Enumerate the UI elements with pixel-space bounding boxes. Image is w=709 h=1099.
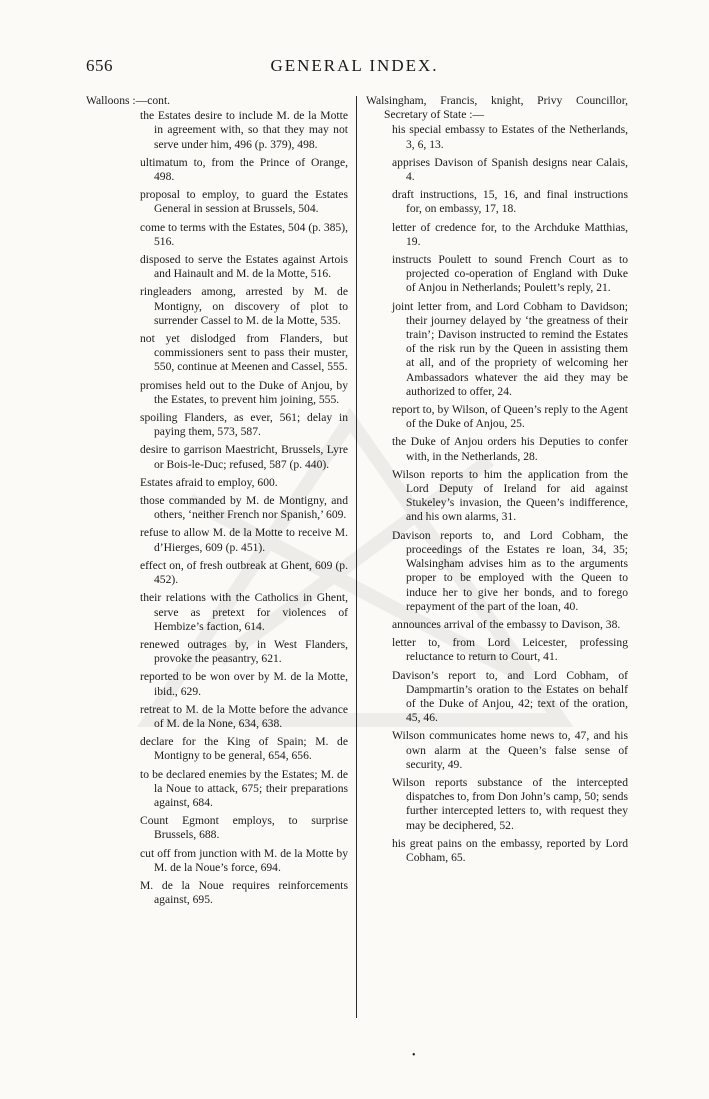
index-subentry: to be declared enemies by the Estates; M. de la Noue to attack, 675; their preparations against, 684. bbox=[140, 767, 348, 809]
index-subentry: his great pains on the embassy, reported by Lord Cobham, 65. bbox=[392, 836, 628, 864]
index-subentry: spoiling Flanders, as ever, 561; delay in paying them, 573, 587. bbox=[140, 411, 348, 439]
index-subentry: his special embassy to Estates of the Netherlands, 3, 6, 13. bbox=[392, 123, 628, 151]
index-subentry: declare for the King of Spain; M. de Montigny to be general, 654, 656. bbox=[140, 735, 348, 763]
index-subentry: come to terms with the Estates, 504 (p. 385), 516. bbox=[140, 220, 348, 248]
index-subentry: joint letter from, and Lord Cobham to Davidson; their journey delayed by ‘the greatness of their train’; Davison instructed to remind the Estates of the risk run by the Queen in assisting them at all, and of the propriety of welcoming her Ambassadors whatever the aid they may be authorized to offer, 24. bbox=[392, 299, 628, 398]
index-heading-walloons: Walloons :—cont. bbox=[86, 94, 171, 107]
index-subentry: those commanded by M. de Montigny, and others, ‘neither French nor Spanish,’ 609. bbox=[140, 494, 348, 522]
index-subentry: their relations with the Catholics in Ghent, serve as pretext for violences of Hembize’s faction, 614. bbox=[140, 591, 348, 633]
index-subentry: Wilson communicates home news to, 47, and his own alarm at the Queen’s false sense of security, 49. bbox=[392, 729, 628, 771]
index-subentry: proposal to employ, to guard the Estates General in session at Brussels, 504. bbox=[140, 188, 348, 216]
index-subentry: renewed outrages by, in West Flanders, provoke the peasantry, 621. bbox=[140, 637, 348, 666]
index-subentry: Count Egmont employs, to surprise Brussels, 688. bbox=[140, 814, 348, 842]
index-subentry: ultimatum to, from the Prince of Orange, 498. bbox=[140, 155, 348, 184]
left-column bbox=[86, 94, 348, 911]
index-subentry: refuse to allow M. de la Motte to receive M. d’Hierges, 609 (p. 451). bbox=[140, 526, 348, 554]
index-subentry: the Estates desire to include M. de la Motte in agreement with, so that they may not serve under him, 496 (p. 379), 498. bbox=[140, 109, 348, 151]
index-subentry: instructs Poulett to sound French Court as to projected co-operation of England with Duke of Anjou in Netherlands; Poulett’s reply, 21. bbox=[392, 253, 628, 295]
index-subentry: desire to garrison Maestricht, Brussels, Lyre or Bois-le-Duc; refused, 587 (p. 440). bbox=[140, 443, 348, 471]
index-subentry: Davison reports to, and Lord Cobham, the proceedings of the Estates re loan, 34, 35; Walsingham advises him as to the arguments proper to be employed with the Queen to induce her to give her bonds, and to forego repayment of the part of the loan, 40. bbox=[392, 528, 628, 613]
right-column bbox=[366, 94, 628, 869]
index-subentry: effect on, of fresh outbreak at Ghent, 609 (p. 452). bbox=[140, 558, 348, 587]
index-subentry: announces arrival of the embassy to Davison, 38. bbox=[392, 617, 621, 631]
index-subentry: retreat to M. de la Motte before the advance of M. de la None, 634, 638. bbox=[140, 702, 348, 730]
index-subentry: ringleaders among, arrested by M. de Montigny, on discovery of plot to surrender Cassel to M. de la Motte, 535. bbox=[140, 285, 348, 327]
index-subentry: report to, by Wilson, of Queen’s reply to the Agent of the Duke of Anjou, 25. bbox=[392, 403, 628, 431]
index-subentry: Estates afraid to employ, 600. bbox=[140, 475, 278, 489]
index-subentry: promises held out to the Duke of Anjou, by the Estates, to prevent him joining, 555. bbox=[140, 378, 348, 406]
index-subentry: the Duke of Anjou orders his Deputies to confer with, in the Netherlands, 28. bbox=[392, 435, 628, 463]
index-subentry: Davison’s report to, and Lord Cobham, of Dampmartin’s oration to the Estates on behalf of the Duke of Anjou, 42; text of the oration, 45, 46. bbox=[392, 668, 628, 725]
index-subentry: draft instructions, 15, 16, and final instructions for, on embassy, 17, 18. bbox=[392, 188, 628, 216]
index-subentry: cut off from junction with M. de la Motte by M. de la Noue’s force, 694. bbox=[140, 846, 348, 874]
footer-mark: • bbox=[412, 1050, 416, 1061]
index-subentry: reported to be won over by M. de la Motte, ibid., 629. bbox=[140, 670, 348, 698]
column-divider bbox=[356, 96, 357, 1018]
index-heading-walsingham: Walsingham, Francis, knight, Privy Councillor, Secretary of State :— bbox=[366, 94, 628, 122]
index-subentry: M. de la Noue requires reinforcements against, 695. bbox=[140, 878, 348, 907]
index-subentry: Wilson reports to him the application from the Lord Deputy of Ireland for aid against Stukeley’s invasion, the Queen’s indifference, and his own alarms, 31. bbox=[392, 467, 628, 524]
index-subentry: Wilson reports substance of the intercepted dispatches to, from Don John’s camp, 50; sends further intercepted letters to, with request they may be deciphered, 52. bbox=[392, 775, 628, 832]
page-number: 656 bbox=[86, 56, 113, 75]
index-subentry: letter to, from Lord Leicester, professing reluctance to return to Court, 41. bbox=[392, 636, 628, 664]
index-subentry: disposed to serve the Estates against Artois and Hainault and M. de la Motte, 516. bbox=[140, 253, 348, 281]
index-subentry: not yet dislodged from Flanders, but commissioners sent to pass their muster, 550, continue at Meenen and Cassel, 555. bbox=[140, 332, 348, 374]
index-subentry: letter of credence for, to the Archduke Matthias, 19. bbox=[392, 220, 628, 248]
index-subentry: apprises Davison of Spanish designs near Calais, 4. bbox=[392, 155, 628, 184]
page-title: GENERAL INDEX. bbox=[270, 56, 439, 75]
